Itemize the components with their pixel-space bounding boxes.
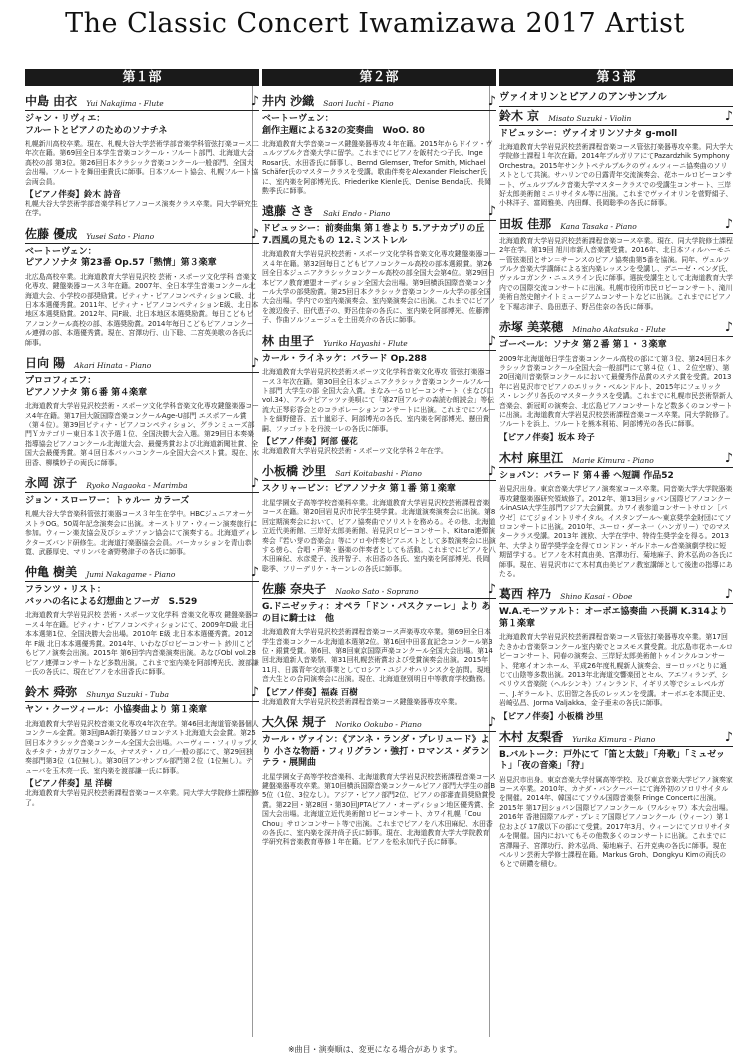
- program-work: プロコフィエフ： ピアノソナタ 第６番 第４楽章: [25, 376, 148, 398]
- music-note-icon: ♪: [724, 587, 733, 603]
- artist-name-row: [25, 92, 259, 111]
- artist-roman-name: Saki Endo - Piano: [323, 209, 391, 219]
- footnote: ※曲目・演奏順は、変更になる場合があります。: [287, 1045, 463, 1054]
- part-header: 第３部: [499, 69, 733, 86]
- artist-entry: [262, 332, 496, 457]
- artist-bio: 北海道教育大学岩見沢校芸術・スポーツ文化学科音楽文化専攻鍵盤楽器コース４年在籍。第32回毎日こどもピアノコンクール高校の部本選銀賞。第26回全日本ジュニアクラシックコンクール高校の部全国大会第4位。第29回日本ピアノ教育連盟オーディション全国大会出場。第9回横浜国際音楽コンクール大学の部奨励賞。第25回日本クラシック音楽コンクール大学の部全国大会出場。学内での室内楽演奏会、室内楽演奏会に出演。これまでにピアノを渡辺俊子、田代恵子の、野呂佳奈の各氏に、室内楽を阿部博光、佐藤滞子、作曲ソルフェージュを土田英介の各氏に師事。: [262, 250, 497, 325]
- artist-roman-name: Noriko Ookubo - Piano: [335, 720, 422, 730]
- artist-roman-name: Yusei Sato - Piano: [86, 231, 155, 241]
- artist-bio: 北海道教育大学岩見沢校芸術課程音楽コース卒業。現在、同大学院修士課程2年在学。第19回 旭川市新人音楽賞受賞。2016年、北日本フィルハーモニー管弦楽団とサン＝サーンスのピアノ協奏曲第5番を協演。同年、ヴュルツブルク音楽大学講師による室内楽レッスンを受講し、デニーゼ・ベンダ氏、ヴァルコガンク・ニュスライン氏に師事。選抜受講生として北海道教育大学内での国際交流コンサートに出演。札幌市役所市民ロビーコンサート、滝川美術自然史館ナイトミュージアムコンサートなどに出演。これまでにピアノを下堀志津子、島田恵子、野呂佳奈の各氏に師事。: [499, 236, 733, 311]
- accompanist-bio: 北海道教育大学岩見沢校芸術課程音楽コース卒業。同大学大学院修士課程修了。: [25, 789, 259, 807]
- artist-entry: [499, 92, 733, 209]
- artist-name-row: [25, 563, 259, 582]
- program-work: ベートーヴェン： 創作主題による32の変奏曲 WoO. 80: [262, 114, 425, 136]
- artist-name: 葛西 梓乃: [499, 587, 552, 602]
- artist-name-row: [25, 474, 259, 493]
- artist-entry: [262, 713, 496, 848]
- artist-entry: [25, 474, 259, 558]
- program-work: W.A.モーツァルト：オーボエ協奏曲 ハ長調 K.314より 第１楽章: [499, 607, 728, 629]
- music-note-icon: ♪: [250, 475, 259, 491]
- artist-name-row: [262, 332, 496, 351]
- artist-name: 永岡 涼子: [25, 475, 78, 490]
- artist-entry: [25, 92, 259, 219]
- music-note-icon: ♪: [250, 94, 259, 109]
- column-part-2: [262, 69, 496, 848]
- artist-bio: 札幌大谷大学音楽科管弦打楽器コース３年生在学中。HBCジュニアオーケストラOG。50周年記念演奏会に出演。オーストリア・ウィーン演奏旅行に参加。ウィーン楽友協会及びシェテファン協会にて演奏する。北海道ディレクターズバンド研修生。北海道打楽器協会会員。パーカッションを青山恭寛、武藤厚史、マリンバを斎野勢津子の各氏に師事。: [25, 510, 258, 557]
- artist-entry: [499, 728, 733, 870]
- artist-entry: [499, 215, 733, 312]
- accompanist-label: 【ピアノ伴奏】福森 百樹: [262, 687, 358, 698]
- program-work: フランツ・リスト： バッハの名による幻想曲とフーガ S.529: [25, 585, 198, 607]
- artist-bio: 北海道教育大学岩見沢校芸術課程音楽コース管弦打楽器専攻卒業。同大学大学院修士課程１年次在籍。2014年ブルガリアにてPazardzhik Symphony Orchestra。2015年サンクトペテルブルクのヴィルツィーニ協奏曲のソリストとして共演。サハリンでの日露青年交流演奏会、花ホールロビーコンサート、ヴュルツブルク音楽大学マスタークラスでの受講生コンサート、三岸好太郎美術館ミニリサイタル等に出演。これまでヴァイオリンを菅野絹子、小林洋子、富岡雅美、内田輝、長岡聡季の各氏に師事。: [499, 143, 733, 208]
- column-part-3: [499, 69, 733, 870]
- artist-bio: 2009年北海道毎日学生音楽コンクール高校の部にて第３位、第24回日本クラシック音楽コンクール全国大会一般部門にて第４位（１、２位空席）、第20回滝川音楽祭コンクールにおいて最優秀作品賞のステス賞を受賞。2013年に岩見沢市でピアノのエリック・ベルンドルト、2015年にフェリックス・レングリ各氏のマスタークラスを受講。これまでに札幌市民芸術祭新人音楽会、新冠町の演奏会、北広島ピアノコンサートなど数多くのコンサートに出演。北海道教育大学岩見沢校芸術課程音楽コース卒業。同大学院修了。フルートを浜上、フルートを熊本利祐、阿部博光の各氏に師事。: [499, 354, 733, 429]
- music-note-icon: ♪: [724, 216, 733, 232]
- program-work: ゴーベール：ソナタ 第２番 第１・３楽章: [499, 340, 667, 351]
- artist-name-row: [499, 318, 733, 337]
- artist-bio: 北星学園女子高等学校音楽科卒業。北海道教育大学岩見沢校芸術課程音楽コース在籍。第20回岩見沢市民学生奨学賞。北海道演奏演奏会に出演。第8回定期演奏会において、ピアノ協奏曲でソリストを務める。その他、北海道立近代美術館、三岸好太郎美術館、岩見沢ロビーコンサート、Kitara連弾演奏会『若い芽の音楽会』等にソロや伴奏ピアニストとして多数演奏会に出演する傍ら、合唱・声楽・器楽の伴奏者としても活動。これまでにピアノを八木田麻紀、水彦愛子、浅井智子、水田香の各氏、室内楽を阿部博光、長岡聡季、フリーデリケ・キーンレの各氏に師事。: [262, 498, 496, 573]
- artist-name-row: [499, 107, 733, 126]
- artist-roman-name: Kana Tasaka - Piano: [560, 221, 637, 231]
- artist-bio: 北海道教育大学岩見沢校芸術課程音楽コース管弦打楽器専攻卒業。第17回たきかわ音楽祭コンクール室内楽でとコスモス賞受賞。北広島市花ホールロビーコンサート、同春の演奏会、三岸好太郎美術館トゥインクルコンサート、発寒イオンホール、平成26年度札幌新人演奏会、ヨーロッパとりに通じて山陰等多数出演。2013年北海道交響楽団とセル、アエフィランデ、シベリウス音楽院（ヘルシンキ）フィンランド、イギリス等でシェレベルガー、J.ギラールト、広田智之各氏のレッスンを受講。オーボエを本間正史、岩崎弘昌、Jorma Valjakka、金子亜未の各氏に師事。: [499, 633, 733, 708]
- artist-roman-name: Marie Kimura - Piano: [572, 455, 654, 465]
- artist-entry: [262, 202, 496, 325]
- artist-bio: 北広島高校卒業。北海道教育大学岩見沢校 芸術・スポーツ文化学科 音楽文化専攻、鍵盤楽器コース３年在籍。2007年、全日本学生音楽コンクール北海道大会、小学校の部奨励賞。ピティナ・ピアノコンペティションC級、北日本本選優秀賞。2011年、ピティナ・ピアノコンペティションE級、北日本地区本選奨励賞。2012年、同F級、北日本地区本選奨励賞。毎日こどもピアノコンクール高校の部、本選奨励賞。2014年毎日こどもピアノコンクール連弾の部、本選優秀賞。現在、宮澤功行、山下聡、二宮英美歌の各氏に師事。: [25, 272, 259, 347]
- artist-name-row: [262, 580, 496, 599]
- artist-entry: [262, 462, 496, 574]
- artist-roman-name: Sari Koitabashi - Piano: [335, 469, 422, 479]
- music-note-icon: ♪: [487, 94, 496, 109]
- accompanist-bio: 札幌大谷大学芸術学部音楽学科ピアノコース演奏クラス卒業。同大学研究生在学。: [25, 200, 258, 218]
- artist-roman-name: Minaho Akatsuka - Flute: [572, 325, 666, 335]
- artist-entry: [499, 318, 733, 443]
- ensemble-heading: ヴァイオリンとピアノのアンサンブル: [499, 92, 733, 107]
- program-work: B.バルトーク：戸外にて「笛と太鼓」「舟歌」「ミュゼット」「夜の音楽」「狩」: [499, 749, 725, 772]
- artist-name-row: [499, 449, 733, 468]
- artist-roman-name: Yui Nakajima - Flute: [86, 99, 164, 108]
- artist-name: 小板橋 沙里: [262, 464, 327, 479]
- program-work: ヤン・クーツィール：小協奏曲より 第１楽章: [25, 705, 207, 716]
- music-note-icon: ♪: [724, 729, 733, 745]
- music-note-icon: ♪: [724, 108, 733, 124]
- artist-bio: 岩見沢出身。東京音楽大学ピアノ演奏家コース卒業。同音楽大学大学院器楽専攻鍵盤楽器研究領域修了。2012年、第13回ショパン国際ピアノコンクールinASIA大学生部門アジア大会銅賞。カワイ表参道コンサートサロン［パウゼ］にてジョイントリサイタル。イスタンブール～東京奨学金財団にてソロコンサートに出演。2010年、ユーロ・ダーネ一（ハンガリー）でのマスタークラス受講。2013年 渡欧、大学在学中、特待生奨学金を得る。2013年、大学より留学奨学金を得てロンドン・ギルドホール音楽演劇学校に短期留学する。ピアノを木村真由美、宮澤功行、菊地麻子、鈴木弘尚の各氏に師事。現在、岩見沢市にて木村真由美ピアノ教室講師として後進の指導にあたる。: [499, 485, 733, 578]
- artist-name: 日向 陽: [25, 356, 66, 371]
- artist-name-row: [25, 225, 259, 244]
- artist-name: 鈴木 京: [499, 108, 540, 123]
- accompanist-bio: 北海道教育大学岩見沢校芸術課程音楽コース鍵盤楽器専攻卒業。: [262, 697, 462, 706]
- artist-roman-name: Jumi Nakagame - Piano: [86, 570, 176, 580]
- artist-entry: [25, 225, 259, 348]
- artist-bio: 北海道教育大学岩見沢校芸術スポーツ文化学科音楽文化専攻 管弦打楽器コース３年次在籍。第30回全日本ジュニアクラシック音楽コンクールフルート部門 大学生の部 全国大会入賞。まなみ一るロビーコンサート（まなび口vol.34）、アルテピアッツァ美唄にて「第27回アルテの森読む朗読会」等伝流大正琴彩香会とのコラボレーションコンサートに出演。これまでにフルートを細野健吾、五十嵐彩子、阿部博光の各氏、室内楽を阿部博光、懸田貴嗣、ファゴットを丹波一レの各氏に師事。: [262, 368, 496, 433]
- artist-name: 林 由里子: [262, 333, 315, 348]
- artist-name-row: [25, 683, 259, 702]
- artist-roman-name: Ryoko Nagaoka - Marimba: [86, 480, 188, 490]
- artist-bio: 北海道教育大学音楽コース鍵盤楽器専攻４年在籍。2015年からドイツ・ヴュルツブルク音楽大学に留学。これまでにピアノを飯村たつ子氏、Inge Rosar氏、水田香氏に師事し、Bernd Glemser, Trefor Smith, Michael Schäfer氏のマスタークラスを受講。歌曲伴奏をAlexander Fleischer氏に、室内楽を阿部博光氏、Friederike Kienle氏、Denise Benda氏、長岡勲季氏に師事。: [262, 140, 493, 196]
- program-work: スクリャービン：ピアノソナタ 第１番 第１楽章: [262, 484, 456, 495]
- artist-name-row: [262, 92, 496, 111]
- music-note-icon: ♪: [250, 356, 259, 372]
- music-note-icon: ♪: [487, 464, 496, 480]
- program-work: ドビュッシー：前奏曲集 第１巻より 5.アナカプリの丘 7.西風の見たもの 12.ミンストレル: [262, 224, 485, 246]
- program-work: カール・ライネッケ：バラード Op.288: [262, 353, 427, 364]
- music-note-icon: ♪: [250, 565, 259, 581]
- artist-entry: [499, 449, 733, 580]
- artist-name-row: [499, 585, 733, 604]
- page-title: The Classic Concert Iwamizawa 2017 Artist: [65, 8, 685, 39]
- artist-name-row: [499, 728, 733, 747]
- column-part-1: [25, 69, 259, 808]
- artist-entry: [262, 92, 496, 196]
- artist-name: 佐藤 奈央子: [262, 582, 327, 597]
- artist-bio: 北海道教育大学岩見沢校芸術・スポーツ文化学科音楽文化専攻鍵盤楽器コース4年在籍。第17回大阪国際音楽コンクールAge-U部門 エスポアール賞（第４位）。第39回ピティナ・ピアノコンペティション、グランミューズ部門Ｙカテゴリー東日本１次予選１位、全国決勝大会入選。第29回日本奏楽指導協会ピアノコンクール北海道大会、最優秀賞および北海道新聞社賞、全国大会最優秀賞。第４回日本バッハコンクール全国大会ベスト賞。現在、水田香、柳橋妙子の両氏に師事。: [25, 402, 260, 467]
- program-work: ショパン：バラード 第４番 ヘ短調 作品52: [499, 470, 674, 481]
- artist-roman-name: Yurika Kimura - Piano: [572, 734, 656, 744]
- music-note-icon: ♪: [724, 320, 733, 336]
- artist-roman-name: Saori Iuchi - Piano: [323, 99, 394, 108]
- artist-bio: 北海道教育大学岩見沢校 芸術・スポーツ文化学科 音楽文化専攻 鍵盤楽器コース４年在籍。ピティナ・ピアノコンペティションにて、2009年D級 北日本本選第1位、全国決勝大会出場。2010年 E級 北日本本選優秀賞。2012年 F級 北日本本選優秀賞。2014年、いわなびロビーコンサート 紗川こどもピアノ演奏会出演。2015年 第6回学内音楽演奏出演。あなびObl vol.28 ピアノ連弾コンサートなど多数出演。これまで室内楽を阿部博光氏、渡部謙一氏の各氏に、現在ピアノを水田香氏に師事。: [25, 611, 259, 676]
- music-note-icon: ♪: [487, 204, 496, 220]
- artist-name-row: [262, 462, 496, 481]
- artist-name-row: [499, 215, 733, 234]
- music-note-icon: ♪: [250, 226, 259, 242]
- program-work: ベートーヴェン： ピアノソナタ 第23番 Op.57「熱情」第３楽章: [25, 246, 217, 269]
- artist-name-row: [262, 202, 496, 221]
- artist-roman-name: Yuriko Hayashi - Flute: [323, 338, 408, 348]
- accompanist-bio: 北海道教育大学岩見沢校芸術・スポーツ文化学科２年在学。: [262, 447, 448, 456]
- accompanist-label: 【ピアノ伴奏】坂本 玲子: [499, 432, 595, 443]
- artist-roman-name: Naoko Sato - Soprano: [335, 587, 419, 597]
- artist-bio: 北海道教育大学岩見沢校音楽文化専攻4年次在学。第46回北海道管楽器個人コンクール金賞。第3回JBA新打楽器ソロコンテスト北海道大会金賞。第25回日本クラシック音楽コンクール全国大会出場。ハーヴィー・フィリップス＆チタテ・カガワコンクール、ナマステ・ノロ／一般の部にて、第29回独奏部門第3位（1位無し）。第30回アンサンブル部門第２位（1位無し）。テューバを玉木亮一氏、室内楽を渡部謙一氏に師事。: [25, 719, 259, 775]
- artist-name: 井内 沙織: [262, 94, 315, 108]
- artist-name-row: [262, 713, 496, 732]
- accompanist-label: 【ピアノ伴奏】星 洋樹: [25, 779, 113, 790]
- artist-name: 田坂 佳那: [499, 216, 552, 231]
- music-note-icon: ♪: [724, 450, 733, 466]
- music-note-icon: ♪: [487, 582, 496, 598]
- artist-entry: [25, 563, 259, 677]
- program-work: G.ドニゼッティ：オペラ「ドン・パスクァーレ」より あの目に騎士は 他: [262, 602, 491, 624]
- artist-name: 佐藤 優成: [25, 226, 78, 241]
- artist-entry: [262, 580, 496, 707]
- artist-name: 木村 友梨香: [499, 729, 564, 744]
- accompanist-label: 【ピアノ伴奏】阿部 優花: [262, 437, 358, 448]
- artist-entry: [25, 683, 259, 808]
- artist-name: 大久保 規子: [262, 715, 327, 730]
- music-note-icon: ♪: [250, 685, 259, 701]
- artist-bio: 北海道教育大学岩見沢校芸術課程音楽コース声楽専攻卒業。第69回全日本学生音楽コンクール北海道本選第2位。第16回中田喜直記念コンクール第3位・銀賞受賞。第6回、第8回東京国際声楽コンクール全国大会出場。第14回北海道新人音楽祭、第31回札幌芸術賞および受賞演奏会出演。2015年11月、日露青年交流事業としてロシア・ユジノサハリンスクを訪問。現地音大生との合同演奏会に出演。現在、北海道登別明日中等教育学校勤務。: [262, 628, 493, 684]
- artist-bio: 北星学園女子高等学校音楽科、北海道教育大学岩見沢校芸術課程音楽コース鍵盤楽器専攻卒業。第10回横浜国際音楽コンクールピアノ部門大学生の部B 5位（1位、3位なし）。アジア・ピアノ部門2位、ピアノの部審査員奨励賞受賞。第22回・第28回・第30回JPTAピアノ・オーディション地区優秀賞、全国大会出場。北海道立近代美術館ロビーコンサート、カワイ札幌「Cou Chou」サロンコンサート等で出演。これまでピアノを八木田麻紀、水田香の各氏に、室内楽を深井尚子氏に師事。現在、北海道教育大学大学院教育学研究科音楽教育専修１年在籍。ピアノを松永加代子氏に師事。: [262, 772, 496, 847]
- artist-name: 仲亀 樹美: [25, 565, 78, 580]
- artist-name: 遠藤 さき: [262, 204, 315, 219]
- artist-bio: 岩見沢市出身。東京音楽大学付属高等学校、及び東京音楽大学ピアノ演奏家コース卒業。2010年、カナダ・バンクーバーにて海外初のソロリサイタルを開催。2014年、韓国にてソウル国際音楽祭 Fringe Concertに出演。2015年 第17回ショパン国際ピアノコンクール（ワルシャワ）本大会出場。2016年 香港国際アルデ・プレミア国際ピアノコンクール（ウィーン）第１位および 17歳以下の部にて受賞。2017年3月、ウィーンにてソロリサイタルを開催。国内においてもその他数多くのコンサートに出演。これまでに宮澤陽子、宮澤功行、鈴木弘尚、菊地麻子、石井克典の各氏に師事。現在ベルリン芸術大学修士課程在籍。Markus Groh、Dongkyu Kimの両氏のもとで研鑽を積む。: [499, 775, 733, 869]
- artist-name: 鈴木 舜弥: [25, 685, 78, 700]
- part-header: 第１部: [25, 69, 259, 86]
- artist-name: 中島 由衣: [25, 94, 78, 108]
- artist-roman-name: Akari Hinata - Piano: [74, 361, 152, 371]
- program-work: ジャン・リヴィエ： フルートとピアノのためのソナチネ: [25, 114, 168, 136]
- accompanist-label: 【ピアノ伴奏】鈴木 詩音: [25, 190, 121, 201]
- part-header: 第２部: [262, 69, 496, 86]
- artist-entry: [25, 354, 259, 468]
- artist-roman-name: Shunya Suzuki - Tuba: [86, 690, 170, 700]
- artist-roman-name: Misato Suzuki - Violin: [548, 113, 632, 123]
- program-work: ジョン・スローワー：トゥルー カラーズ: [25, 495, 190, 506]
- program-work: ドビュッシー：ヴァイオリンソナタ g-moll: [499, 128, 678, 139]
- music-note-icon: ♪: [487, 333, 496, 349]
- artist-bio: 札幌新川高校卒業。現在、札幌大谷大学芸術学部音楽学科管弦打楽コース二年次在籍。第69回全日本学生音楽コンクール・フルート部門、北海道大会 高校の部 第3位。第26回日本クラシック音楽コンクール一般部門、全国大会出場。フルートを舞田亜貴氏に師事。日本フルート協会、札幌フルート協会両会員。: [25, 140, 259, 186]
- artist-name: 木村 麻里江: [499, 450, 564, 465]
- artist-name-row: [25, 354, 259, 373]
- accompanist-label: 【ピアノ伴奏】小板橋 沙里: [499, 711, 604, 722]
- music-note-icon: ♪: [487, 715, 496, 731]
- artist-entry: [499, 585, 733, 721]
- program-work: カール・ヴァイン：《アンネ・ランダ・プレリュード》より 小さな物語・フィリグラン・強打・ロマンス・ダランテラ・展開曲: [262, 735, 490, 769]
- artist-roman-name: Shino Kasai - Oboe: [560, 592, 633, 602]
- artist-name: 赤塚 美菜穂: [499, 320, 564, 335]
